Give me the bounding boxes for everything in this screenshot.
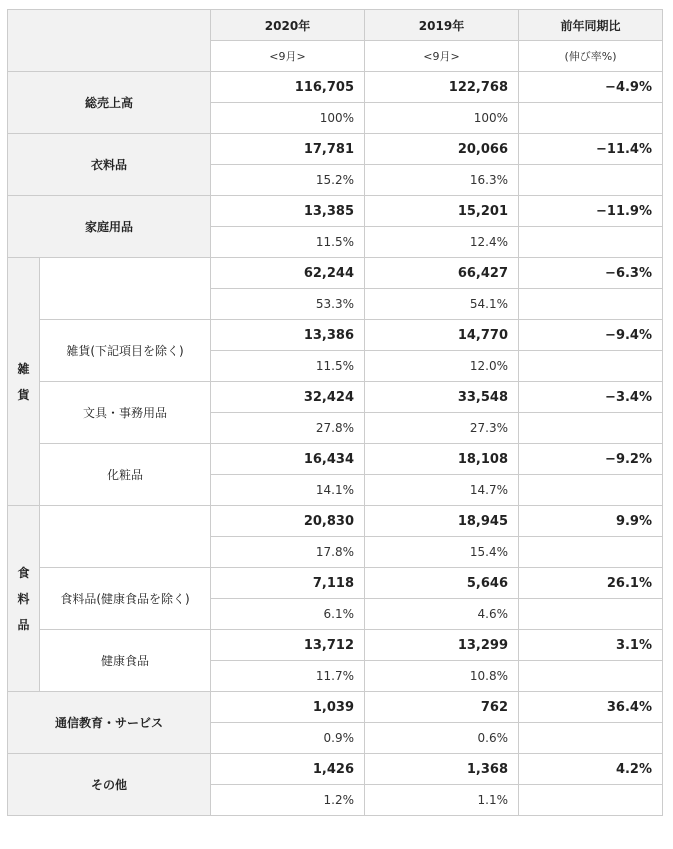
share-2020: 11.5% [211,227,365,258]
blank-cell [519,165,663,196]
value-2020: 1,039 [211,692,365,723]
row-label-health-food: 健康食品 [40,630,211,692]
value-2020: 7,118 [211,568,365,599]
share-2020: 17.8% [211,537,365,568]
share-2020: 11.7% [211,661,365,692]
value-yoy: −9.4% [519,320,663,351]
value-2019: 18,945 [365,506,519,537]
table-row [8,444,663,475]
value-yoy: −11.4% [519,134,663,165]
value-yoy: −11.9% [519,196,663,227]
share-2019: 12.0% [365,351,519,382]
share-2019: 4.6% [365,599,519,630]
share-2019: 54.1% [365,289,519,320]
table-row [8,258,663,289]
value-2020: 13,712 [211,630,365,661]
value-2020: 1,426 [211,754,365,785]
value-2020: 13,385 [211,196,365,227]
blank-cell [519,537,663,568]
blank-cell [519,599,663,630]
table-row [8,320,663,351]
table-row [8,506,663,537]
table-row [8,382,663,413]
share-2019: 1.1% [365,785,519,816]
value-2020: 32,424 [211,382,365,413]
header-2019-sub: <9月> [365,41,519,72]
value-2019: 33,548 [365,382,519,413]
table-row [8,754,663,785]
table-row [8,134,663,165]
blank-cell [519,227,663,258]
group-label-food [8,506,40,692]
header-corner [8,10,211,72]
header-2020-sub: <9月> [211,41,365,72]
row-label-other: その他 [8,754,211,816]
row-label-food-misc: 食料品(健康食品を除く) [40,568,211,630]
share-2019: 27.3% [365,413,519,444]
value-2019: 66,427 [365,258,519,289]
value-2019: 14,770 [365,320,519,351]
share-2020: 11.5% [211,351,365,382]
share-2020: 15.2% [211,165,365,196]
header-2020: 2020年 [211,10,365,41]
share-2019: 14.7% [365,475,519,506]
share-2019: 15.4% [365,537,519,568]
header-yoy: 前年同期比 [519,10,663,41]
group-char: 雑 [17,361,30,376]
share-2019: 16.3% [365,165,519,196]
row-label-education: 通信教育・サービス [8,692,211,754]
value-2019: 5,646 [365,568,519,599]
row-label-stationery: 文具・事務用品 [40,382,211,444]
blank-cell [519,661,663,692]
value-yoy: −6.3% [519,258,663,289]
value-2019: 20,066 [365,134,519,165]
value-2019: 15,201 [365,196,519,227]
group-char: 品 [17,617,30,632]
blank-cell [519,351,663,382]
table-row [8,568,663,599]
value-yoy: −4.9% [519,72,663,103]
share-2020: 6.1% [211,599,365,630]
share-2019: 0.6% [365,723,519,754]
table-row [8,692,663,723]
value-yoy: 3.1% [519,630,663,661]
value-yoy: −3.4% [519,382,663,413]
share-2020: 100% [211,103,365,134]
group-label-goods [8,258,40,506]
row-label-cosmetics: 化粧品 [40,444,211,506]
value-2019: 1,368 [365,754,519,785]
row-label-apparel: 衣料品 [8,134,211,196]
value-2020: 20,830 [211,506,365,537]
blank-cell [519,289,663,320]
row-label-goods-misc: 雑貨(下記項目を除く) [40,320,211,382]
table-row [8,630,663,661]
row-label-household: 家庭用品 [8,196,211,258]
share-2020: 53.3% [211,289,365,320]
value-2020: 17,781 [211,134,365,165]
blank-cell [519,785,663,816]
row-label-total: 総売上高 [8,72,211,134]
group-char: 食 [17,565,30,580]
header-yoy-sub: (伸び率%) [519,41,663,72]
group-char: 料 [17,591,30,606]
share-2020: 0.9% [211,723,365,754]
value-2020: 13,386 [211,320,365,351]
blank-cell [519,723,663,754]
row-label-food-total [40,506,211,568]
blank-cell [519,103,663,134]
share-2020: 1.2% [211,785,365,816]
table-row [8,196,663,227]
row-label-goods-total [40,258,211,320]
blank-cell [519,413,663,444]
share-2020: 14.1% [211,475,365,506]
group-char: 貨 [17,387,30,402]
value-2020: 62,244 [211,258,365,289]
value-2020: 116,705 [211,72,365,103]
value-yoy: 36.4% [519,692,663,723]
value-yoy: 26.1% [519,568,663,599]
table-row [8,72,663,103]
share-2020: 27.8% [211,413,365,444]
sales-table [7,9,663,816]
value-yoy: −9.2% [519,444,663,475]
value-2020: 16,434 [211,444,365,475]
share-2019: 100% [365,103,519,134]
share-2019: 12.4% [365,227,519,258]
value-yoy: 9.9% [519,506,663,537]
blank-cell [519,475,663,506]
value-2019: 762 [365,692,519,723]
header-row [8,10,663,41]
share-2019: 10.8% [365,661,519,692]
value-2019: 122,768 [365,72,519,103]
value-yoy: 4.2% [519,754,663,785]
value-2019: 13,299 [365,630,519,661]
header-2019: 2019年 [365,10,519,41]
value-2019: 18,108 [365,444,519,475]
